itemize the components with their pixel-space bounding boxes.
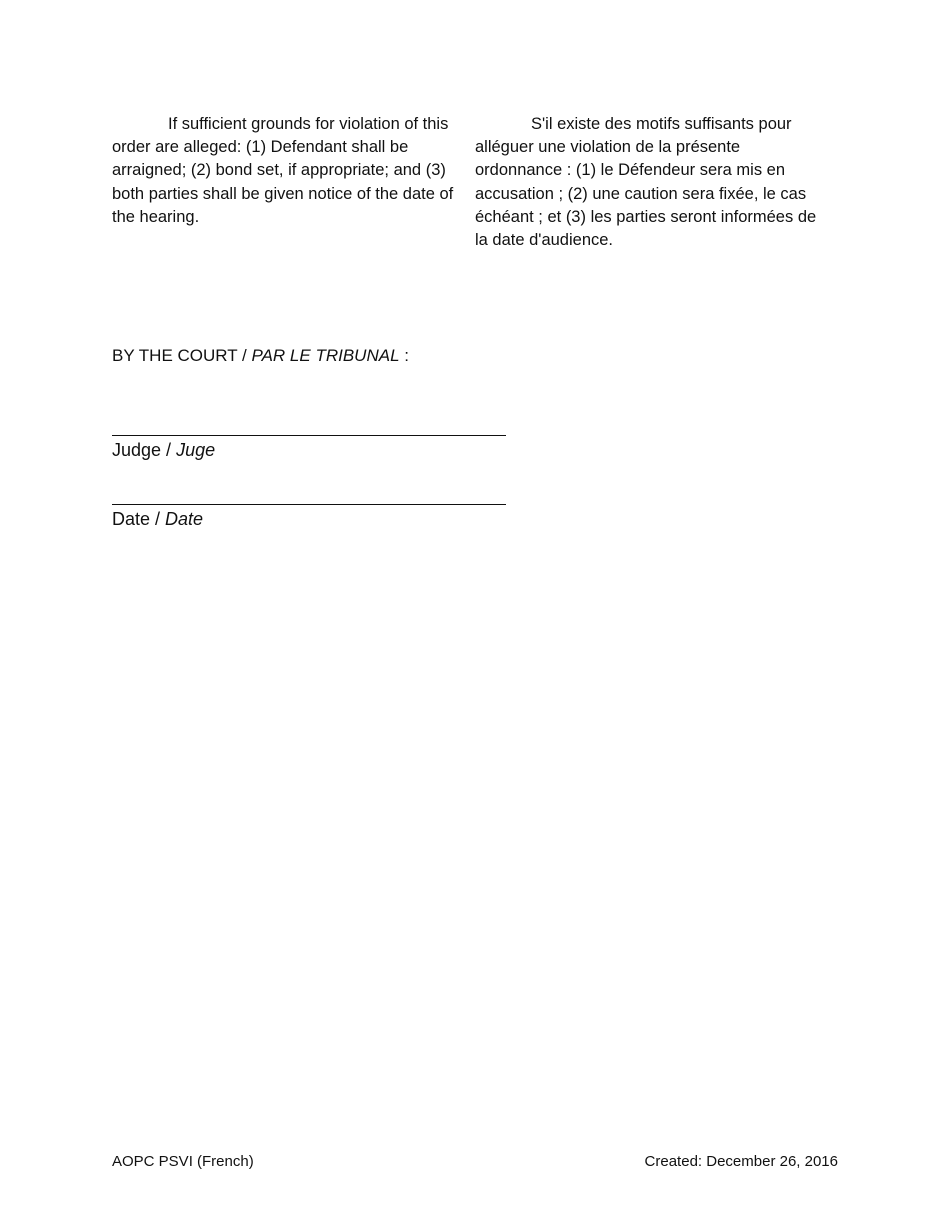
order-paragraph-english [112, 113, 460, 229]
footer-form-id: AOPC PSVI (French) [112, 1153, 254, 1170]
order-text-english: If sufficient grounds for violation of this order are alleged: (1) Defendant shall be arraigned; (2) bond set, if appropriate; and (3) both parties shall be given notice of the date of the hearing. [112, 115, 454, 226]
court-label-french: PAR LE TRIBUNAL [251, 346, 400, 365]
court-label-english: BY THE COURT / [112, 346, 247, 365]
order-paragraph-french [475, 113, 825, 252]
date-signature-line[interactable] [112, 504, 506, 505]
judge-label-english: Judge / [112, 440, 172, 460]
date-label-french: Date [165, 509, 204, 529]
date-label-english: Date / [112, 509, 161, 529]
judge-signature-line[interactable] [112, 435, 506, 436]
judge-label-french: Juge [176, 440, 216, 460]
date-signature-block [112, 504, 506, 530]
order-text-french: S'il existe des motifs suffisants pour alléguer une violation de la présente ordonnance : (1) le Défendeur sera mis en accusation ; (2) une caution sera fixée, le cas échéant ; et (3) les parties seront informées de la date d'audience. [475, 115, 817, 250]
judge-label [112, 439, 506, 461]
date-label [112, 508, 506, 530]
judge-signature-block [112, 435, 506, 461]
court-label-colon: : [404, 346, 409, 365]
footer-created-date: Created: December 26, 2016 [644, 1153, 838, 1170]
by-the-court-heading [112, 345, 409, 367]
